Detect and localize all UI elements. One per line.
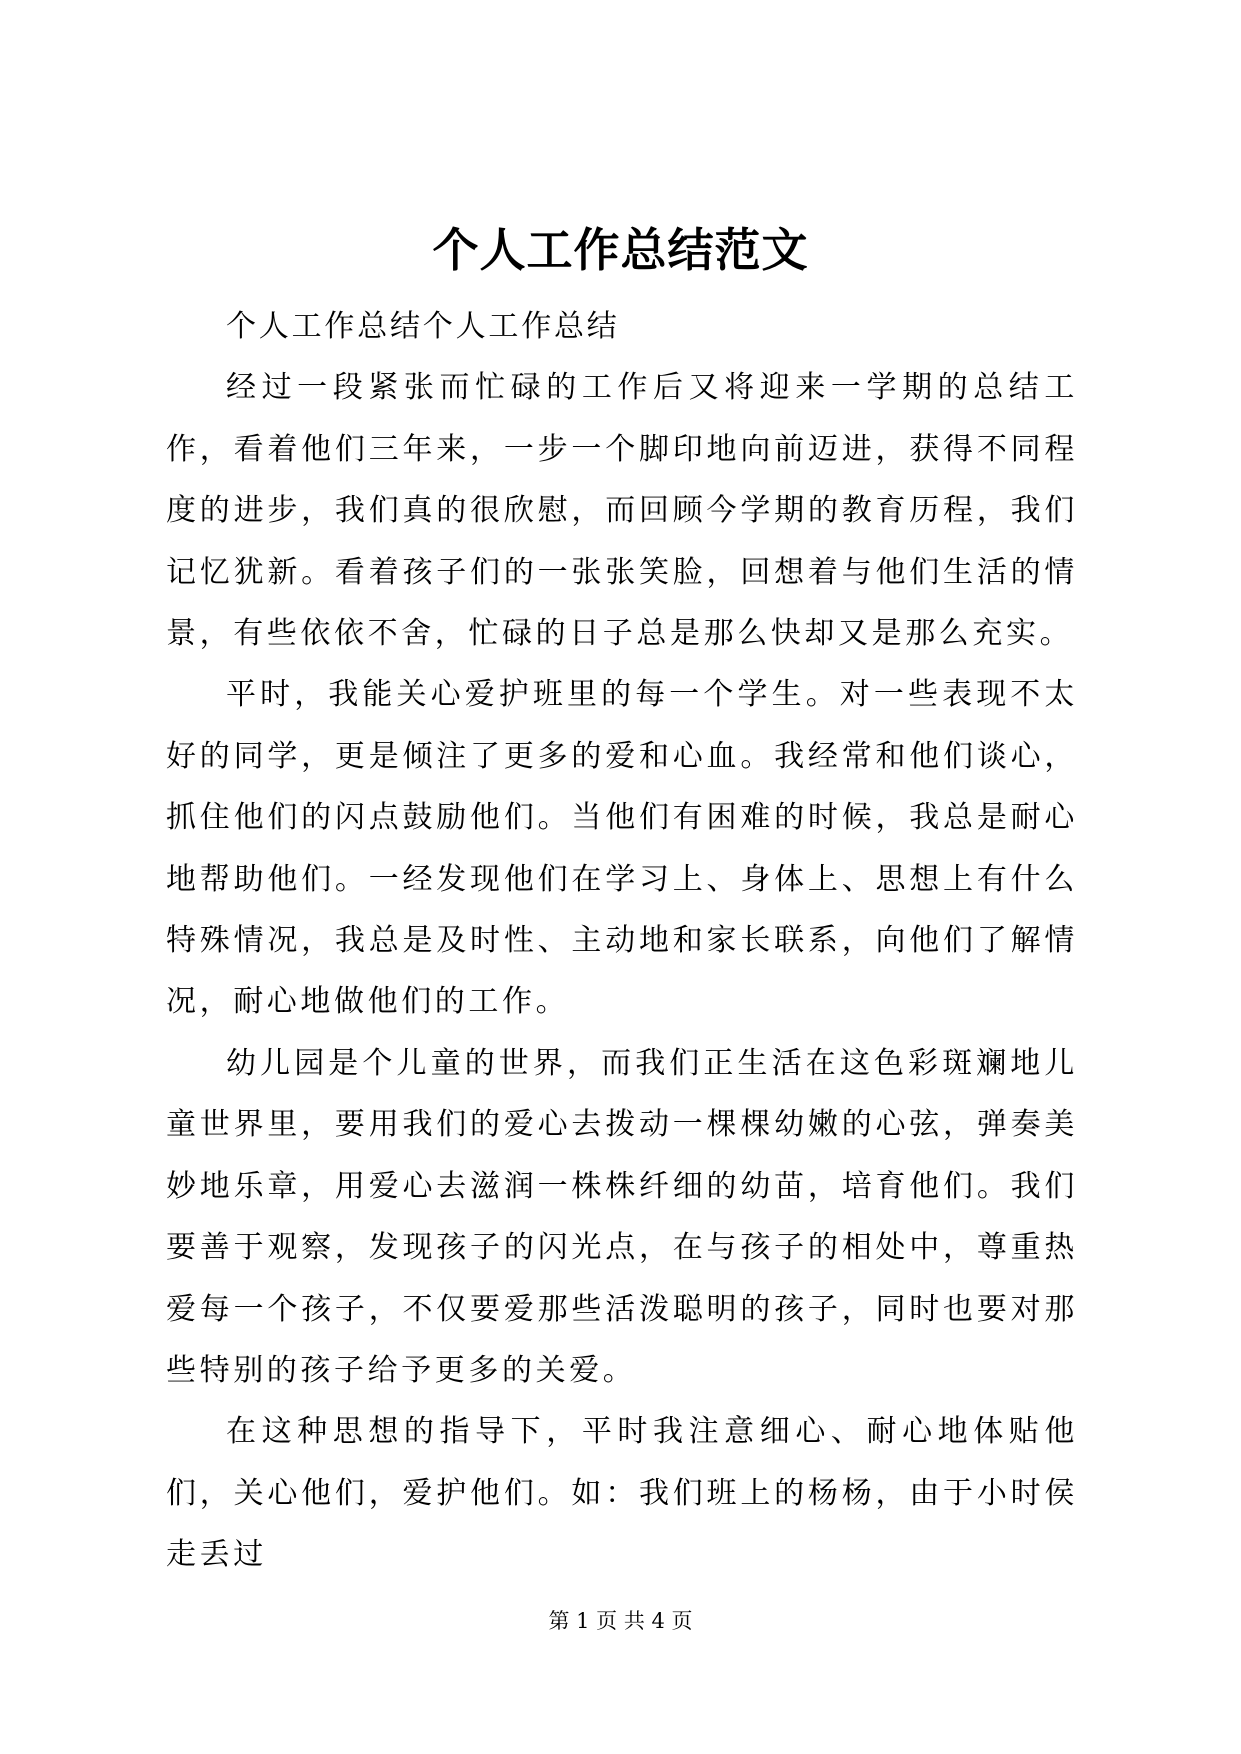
body-paragraph: 在这种思想的指导下，平时我注意细心、耐心地体贴他们，关心他们，爱护他们。如：我们班上的杨杨，由于小时侯走丢过 xyxy=(166,1414,1078,1573)
body-paragraph: 平时，我能关心爱护班里的每一个学生。对一些表现不太好的同学，更是倾注了更多的爱和心血。我经常和他们谈心，抓住他们的闪点鼓励他们。当他们有困难的时候，我总是耐心地帮助他们。一经发现他们在学习上、身体上、思想上有什么特殊情况，我总是及时性、主动地和家长联系，向他们了解情况，耐心地做他们的工作。 xyxy=(166,677,1078,1020)
document-body xyxy=(166,296,1078,1586)
document-title: 个人工作总结范文 xyxy=(432,223,809,277)
body-paragraph: 经过一段紧张而忙碌的工作后又将迎来一学期的总结工作，看着他们三年来，一步一个脚印地向前迈进，获得不同程度的进步，我们真的很欣慰，而回顾今学期的教育历程，我们记忆犹新。看着孩子们的一张张笑脸，回想着与他们生活的情景，有些依依不舍，忙碌的日子总是那么快却又是那么充实。 xyxy=(166,370,1078,652)
subtitle-paragraph: 个人工作总结个人工作总结 xyxy=(226,309,620,344)
page-number-footer: 第 1 页 共 4 页 xyxy=(548,1609,693,1633)
body-paragraph: 幼儿园是个儿童的世界，而我们正生活在这色彩斑斓地儿童世界里，要用我们的爱心去拨动一棵棵幼嫩的心弦，弹奏美妙地乐章，用爱心去滋润一株株纤细的幼苗，培育他们。我们要善于观察，发现孩子的闪光点，在与孩子的相处中，尊重热爱每一个孩子，不仅要爱那些活泼聪明的孩子，同时也要对那些特别的孩子给予更多的关爱。 xyxy=(166,1045,1078,1388)
